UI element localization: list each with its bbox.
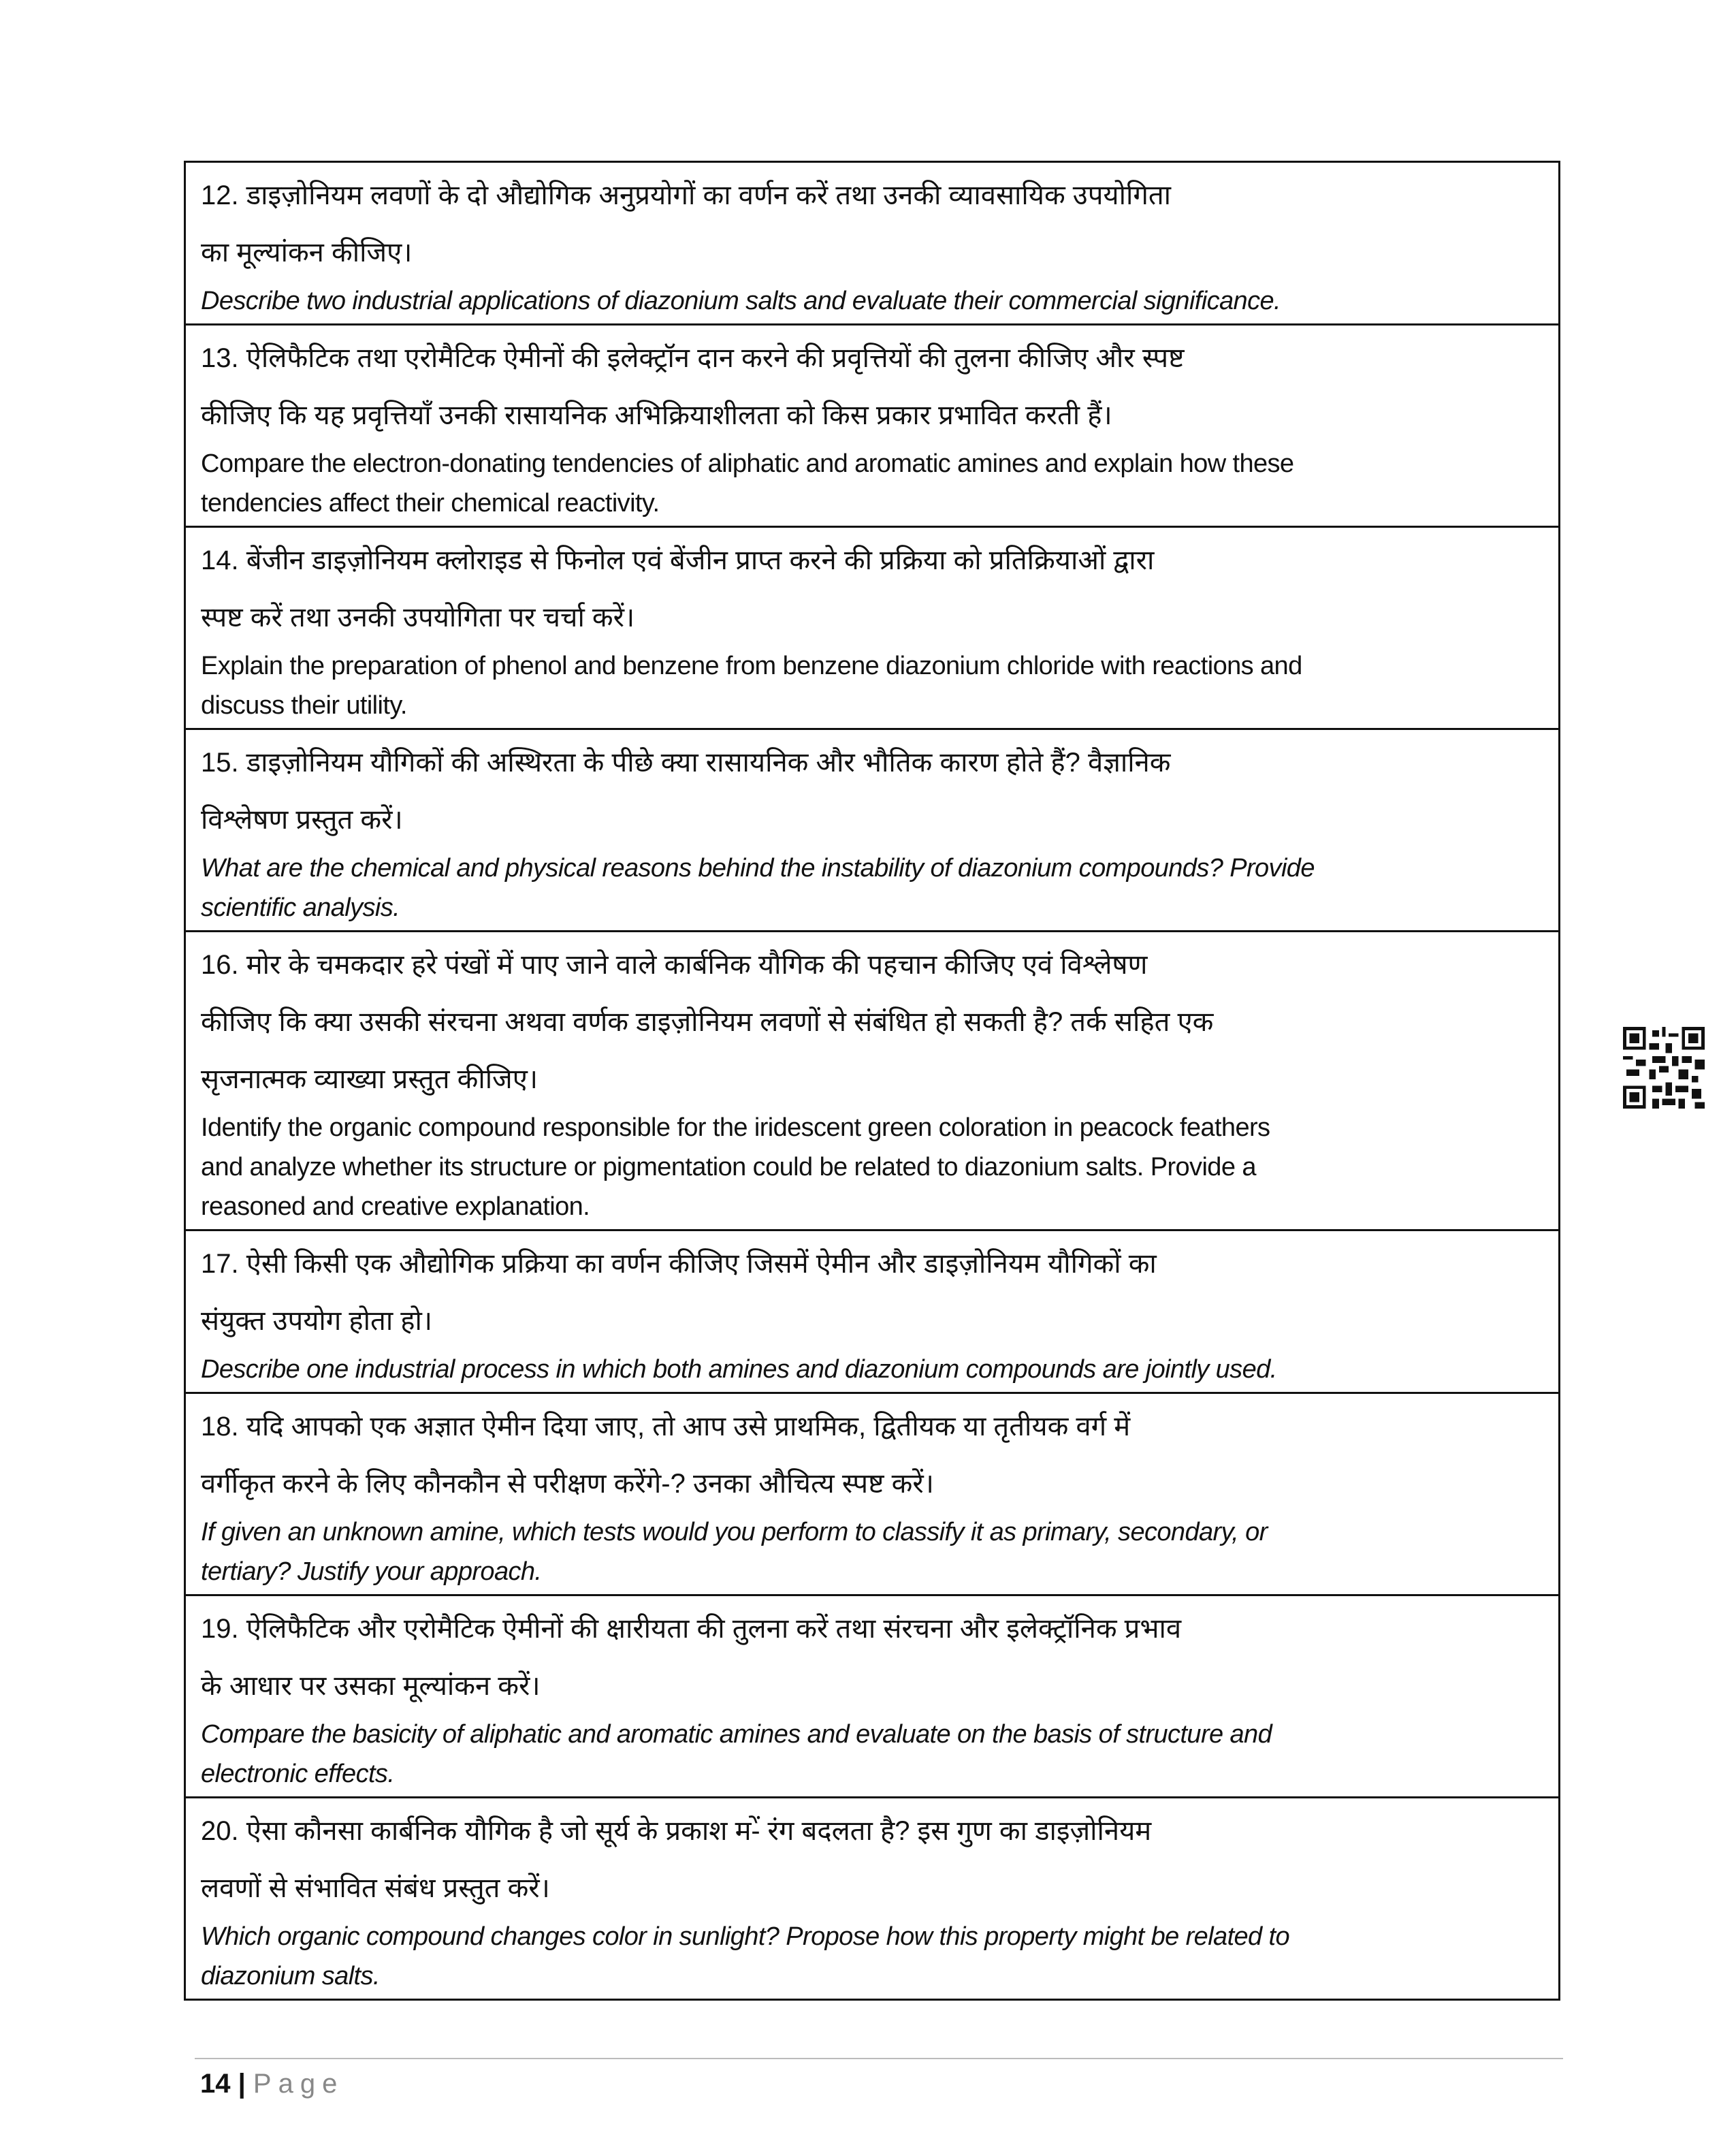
question-row: [186, 325, 1558, 528]
questions-table: [184, 161, 1560, 2001]
question-english-line: discuss their utility.: [201, 691, 407, 720]
question-english-line: Compare the electron-donating tendencies of aliphatic and aromatic amines and explain how these: [201, 449, 1294, 478]
question-hindi-line: 16. मोर के चमकदार हरे पंखों में पाए जाने वाले कार्बनिक यौगिक की पहचान कीजिए एवं विश्लेषण: [201, 950, 1148, 980]
question-row: [186, 1798, 1558, 1999]
question-english-line: What are the chemical and physical reasons behind the instability of diazonium compounds? Provide: [201, 854, 1315, 883]
question-row: [186, 1394, 1558, 1596]
question-hindi-line: कीजिए कि यह प्रवृत्तियाँ उनकी रासायनिक अभिक्रियाशीलता को किस प्रकार प्रभावित करती हैं।: [201, 400, 1112, 430]
question-hindi-line: 12. डाइज़ोनियम लवणों के दो औद्योगिक अनुप्रयोगों का वर्णन करें तथा उनकी व्यावसायिक उपयोगिता: [201, 180, 1172, 210]
question-hindi-line: वर्गीकृत करने के लिए कौनकौन से परीक्षण करेंगे-? उनका औचित्य स्पष्ट करें।: [201, 1469, 934, 1499]
question-english-line: Compare the basicity of aliphatic and aromatic amines and evaluate on the basis of structure and: [201, 1720, 1272, 1749]
qr-code-icon: [1623, 1027, 1705, 1109]
question-hindi-line: सृजनात्मक व्याख्या प्रस्तुत कीजिए।: [201, 1064, 539, 1094]
question-row: [186, 163, 1558, 325]
question-hindi-line: 15. डाइज़ोनियम यौगिकों की अस्थिरता के पीछे क्या रासायनिक और भौतिक कारण होते हैं? वैज्ञानिक: [201, 748, 1171, 778]
footer-separator: |: [230, 2069, 253, 2099]
question-row: [186, 730, 1558, 932]
question-english-line: Explain the preparation of phenol and benzene from benzene diazonium chloride with reactions and: [201, 652, 1302, 680]
question-row: [186, 528, 1558, 730]
question-hindi-line: स्पष्ट करें तथा उनकी उपयोगिता पर चर्चा करें।: [201, 603, 635, 633]
question-hindi-line: 13. ऐलिफैटिक तथा एरोमैटिक ऐमीनों की इलेक्ट्रॉन दान करने की प्रवृत्तियों की तुलना कीजिए और स्पष्ट: [201, 343, 1185, 373]
question-english-line: If given an unknown amine, which tests would you perform to classify it as primary, secondary, or: [201, 1518, 1268, 1546]
question-hindi-line: 19. ऐलिफैटिक और एरोमैटिक ऐमीनों की क्षारीयता की तुलना करें तथा संरचना और इलेक्ट्रॉनिक प्रभाव: [201, 1614, 1182, 1644]
question-hindi-line: कीजिए कि क्या उसकी संरचना अथवा वर्णक डाइज़ोनियम लवणों से संबंधित हो सकती है? तर्क सहित एक: [201, 1007, 1214, 1037]
question-english-line: Which organic compound changes color in sunlight? Propose how this property might be related to: [201, 1922, 1290, 1951]
question-row: [186, 1231, 1558, 1394]
question-hindi-line: संयुक्त उपयोग होता हो।: [201, 1306, 433, 1336]
question-hindi-line: 17. ऐसी किसी एक औद्योगिक प्रक्रिया का वर्णन कीजिए जिसमें ऐमीन और डाइज़ोनियम यौगिकों का: [201, 1249, 1157, 1279]
question-english-line: electronic effects.: [201, 1760, 395, 1788]
page-label: Page: [253, 2069, 344, 2099]
page-number: 14: [200, 2069, 231, 2099]
question-english-line: scientific analysis.: [201, 893, 400, 922]
question-english-line: Describe two industrial applications of diazonium salts and evaluate their commercial significance.: [201, 287, 1281, 315]
question-english-line: tertiary? Justify your approach.: [201, 1557, 542, 1586]
question-hindi-line: के आधार पर उसका मूल्यांकन करें।: [201, 1671, 541, 1701]
question-row: [186, 1596, 1558, 1798]
question-english-line: and analyze whether its structure or pigmentation could be related to diazonium salts. Provide a: [201, 1153, 1256, 1181]
footer-divider: [195, 2058, 1563, 2059]
question-row: [186, 932, 1558, 1231]
page-footer: [200, 2067, 344, 2100]
question-english-line: diazonium salts.: [201, 1962, 380, 1990]
question-english-line: Describe one industrial process in which both amines and diazonium compounds are jointly used.: [201, 1355, 1277, 1384]
question-english-line: reasoned and creative explanation.: [201, 1192, 590, 1221]
question-hindi-line: विश्लेषण प्रस्तुत करें।: [201, 805, 403, 835]
question-hindi-line: लवणों से संभावित संबंध प्रस्तुत करें।: [201, 1873, 550, 1903]
question-hindi-line: 14. बेंजीन डाइज़ोनियम क्लोराइड से फिनोल एवं बेंजीन प्राप्त करने की प्रक्रिया को प्रतिक्रियाओं द्वारा: [201, 545, 1155, 575]
question-english-line: Identify the organic compound responsible for the iridescent green coloration in peacock feathers: [201, 1113, 1270, 1142]
question-hindi-line: 20. ऐसा कौनसा कार्बनिक यौगिक है जो सूर्य के प्रकाश म-ें रंग बदलता है? इस गुण का डाइज़ोनियम: [201, 1816, 1152, 1846]
question-hindi-line: 18. यदि आपको एक अज्ञात ऐमीन दिया जाए, तो आप उसे प्राथमिक, द्वितीयक या तृतीयक वर्ग में: [201, 1412, 1131, 1442]
question-english-line: tendencies affect their chemical reactivity.: [201, 489, 660, 518]
question-hindi-line: का मूल्यांकन कीजिए।: [201, 238, 413, 268]
